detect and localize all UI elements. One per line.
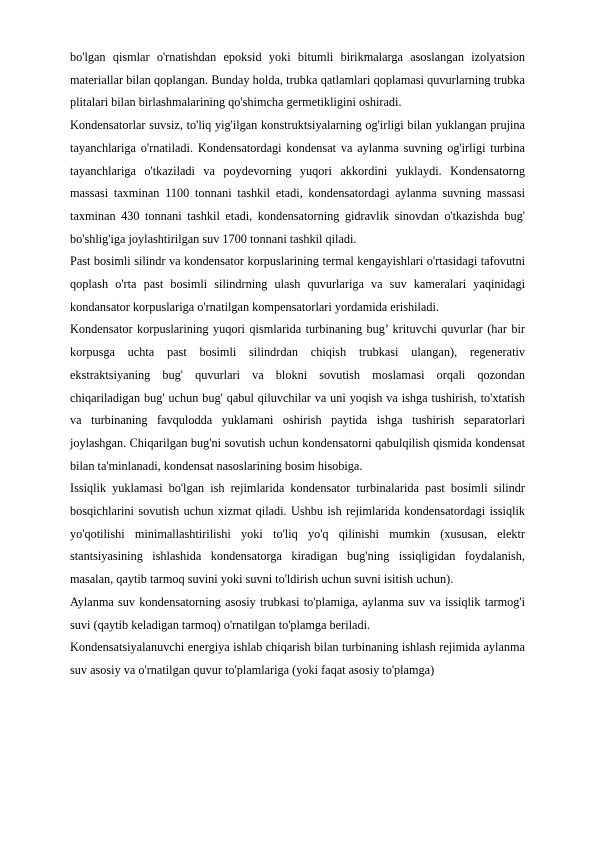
paragraph-5: Issiqlik yuklamasi bo'lgan ish rejimlarida kondensator turbinalarida past bosimli silindr bosqichlarini sovutish uchun xizmat qiladi. Ushbu ish rejimlarida kondensatordagi issiqlik yo'qotilishi minimallashtirilishi yoki to'liq yo'q qilinishi mumkin (xususan, elektr stantsiyasining ishlashida kondensatorga kiradigan bug'ning issiqligidan foydalanish, masalan, qaytib tarmoq suvini yoki suvni to'ldirish uchun suvni isitish uchun). [70, 481, 525, 587]
paragraph-3: Past bosimli silindr va kondensator korpuslarining termal kengayishlari o'rtasidagi tafovutni qoplash o'rta past bosimli silindrning ulash quvurlariga va suv kameralari yaqinidagi kondansator korpuslariga o'rnatilgan kompensatorlari yordamida erishiladi. [70, 254, 525, 314]
paragraph-1: bo'lgan qismlar o'rnatishdan epoksid yoki bitumli birikmalarga asoslangan izolyatsion materiallar bilan qoplangan. Bunday holda, trubka qatlamlari qoplamasi quvurlarning trubka plitalari bilan birlashmalarining qo'shimcha germetikligini oshiradi. [70, 50, 525, 110]
paragraph-2: Kondensatorlar suvsiz, to'liq yig'ilgan konstruktsiyalarning og'irligi bilan yuklangan prujina tayanchlariga o'rnatiladi. Kondensatordagi kondensat va aylanma suvning og'irligi turbina tayanchlariga o'tkaziladi va poydevorning yuqori akkordini yuklaydi. Kondensatorng massasi taxminan 1100 tonnani tashkil etadi, kondensatordagi aylanma suvning massasi taxminan 430 tonnani tashkil etadi, kondensatorning gidravlik sinovdan o'tkazishda bug' bo'shlig'iga joylashtirilgan suv 1700 tonnani tashkil qiladi. [70, 118, 525, 246]
document-page [70, 46, 525, 682]
paragraph-6: Aylanma suv kondensatorning asosiy trubkasi to'plamiga, aylanma suv va issiqlik tarmog'i suvi (qaytib keladigan tarmoq) o'rnatilgan to'plamga beriladi. [70, 594, 525, 632]
paragraph-4: Kondensator korpuslarining yuqori qismlarida turbinaning bug’ krituvchi quvurlar (har bir korpusga uchta past bosimli silindrdan chiqish trubkasi ulangan), regenerativ ekstraktsiyaning bug' quvurlari va blokni sovutish moslamasi orqali qozondan chiqariladigan bug' uchun bug' qabul qiluvchilar va uni yoqish va ishga tushirish, to'xtatish va turbinaning favqulodda yuklamani oshirish paytida ishga tushirish separatorlari joylashgan. Chiqarilgan bug'ni sovutish uchun kondensatorni qabulqilish qismida kondensat bilan ta'minlanadi, kondensat nasoslarining bosim hisobiga. [70, 322, 525, 473]
paragraph-7: Kondensatsiyalanuvchi energiya ishlab chiqarish bilan turbinaning ishlash rejimida aylanma suv asosiy va o'rnatilgan quvur to'plamlariga (yoki faqat asosiy to'plamga) [70, 640, 525, 677]
